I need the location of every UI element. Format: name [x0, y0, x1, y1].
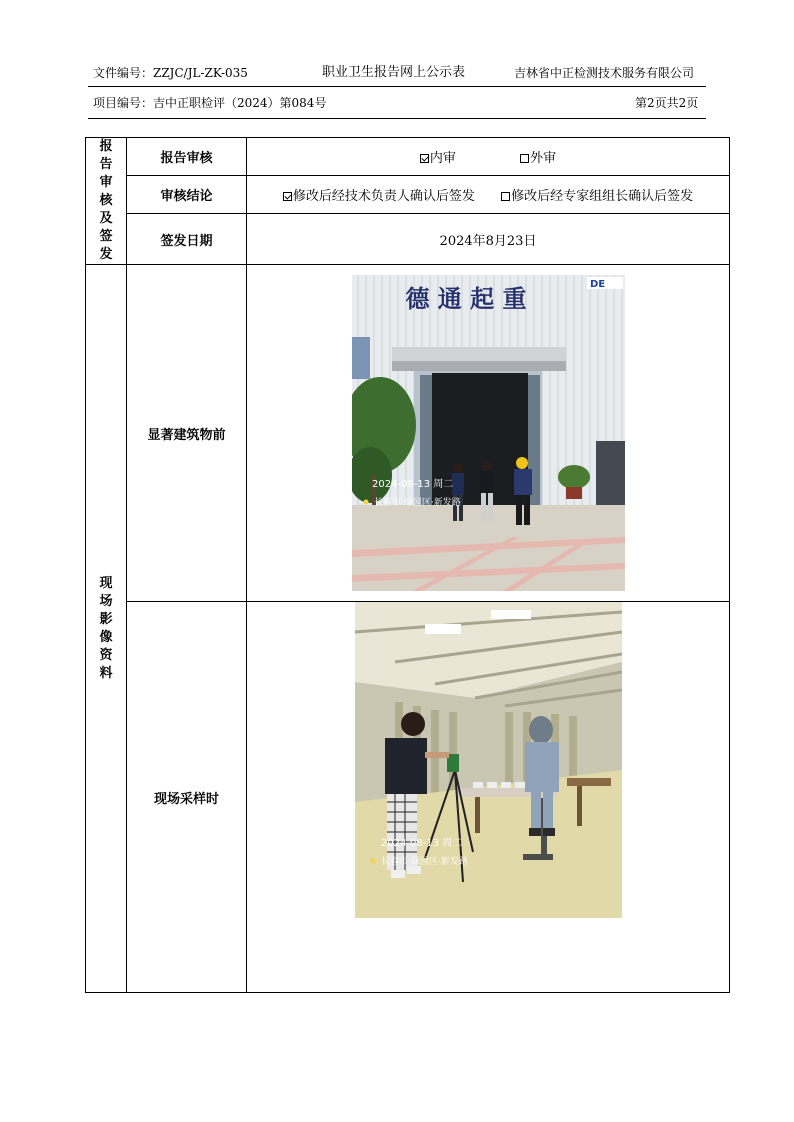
audit-option-external[interactable] — [520, 151, 556, 166]
checkbox-checked-icon[interactable] — [420, 154, 429, 163]
sampling-photo — [355, 602, 622, 918]
header-rule-top — [88, 86, 706, 87]
audit-option-internal[interactable] — [420, 151, 456, 166]
sampling-watermark-date: 2024-08-13 周二 — [380, 838, 462, 849]
checkbox-unchecked-icon[interactable] — [501, 192, 510, 201]
photo-side-text: 现场影像资料 — [99, 575, 113, 681]
review-row-conclusion — [86, 176, 730, 214]
audit-option-external-label: 外审 — [530, 151, 557, 166]
sampling-photo-cell — [247, 602, 730, 993]
audit-options — [247, 138, 730, 176]
page-info: 第2页共2页 — [635, 96, 699, 110]
conclusion-option-tech-lead-label: 修改后经技术负责人确认后签发 — [292, 189, 475, 204]
photo-section-side-label — [86, 265, 127, 993]
building-watermark-place: 长春市·绿园区·新发路 — [373, 498, 461, 508]
building-corner-logo: DE — [589, 279, 605, 290]
building-photo-label: 显著建筑物前 — [127, 265, 247, 602]
checkbox-unchecked-icon[interactable] — [520, 154, 529, 163]
conclusion-option-tech-lead[interactable] — [283, 189, 475, 204]
header-rule-bottom — [88, 118, 706, 119]
document-title: 职业卫生报告网上公示表 — [322, 65, 466, 80]
company-name: 吉林省中正检测技术服务有限公司 — [514, 66, 695, 80]
review-row-issue-date — [86, 214, 730, 265]
review-section-side-label — [86, 138, 127, 265]
location-pin-icon — [363, 500, 368, 505]
building-sign-text: 德 通 起 重 — [404, 284, 527, 313]
checkbox-checked-icon[interactable] — [283, 192, 292, 201]
location-pin-icon — [370, 859, 375, 864]
conclusion-label: 审核结论 — [127, 176, 247, 214]
audit-label: 报告审核 — [127, 138, 247, 176]
photo-row-sampling — [86, 602, 730, 993]
conclusion-option-expert-lead[interactable] — [501, 189, 693, 204]
file-number: 文件编号：ZZJC/JL-ZK-035 — [93, 66, 248, 80]
building-photo-image — [352, 275, 625, 591]
project-number: 项目编号：吉中正职检评（2024）第084号 — [93, 96, 327, 110]
photo-row-building — [86, 265, 730, 602]
building-watermark-date: 2024-08-13 周二 — [371, 479, 453, 490]
review-side-text: 报告审核及签发 — [99, 139, 113, 262]
sampling-watermark-place: 长春市·绿园区·新发路 — [380, 857, 468, 867]
building-photo-cell — [247, 265, 730, 602]
issue-date-label: 签发日期 — [127, 214, 247, 265]
conclusion-options — [247, 176, 730, 214]
issue-date-value: 2024年8月23日 — [247, 214, 730, 265]
sampling-photo-label: 现场采样时 — [127, 602, 247, 993]
conclusion-option-expert-lead-label: 修改后经专家组组长确认后签发 — [511, 189, 694, 204]
report-form-table — [85, 137, 730, 993]
sampling-photo-image — [355, 602, 622, 918]
audit-option-internal-label: 内审 — [429, 151, 456, 166]
review-row-audit — [86, 138, 730, 176]
building-photo — [352, 275, 625, 591]
